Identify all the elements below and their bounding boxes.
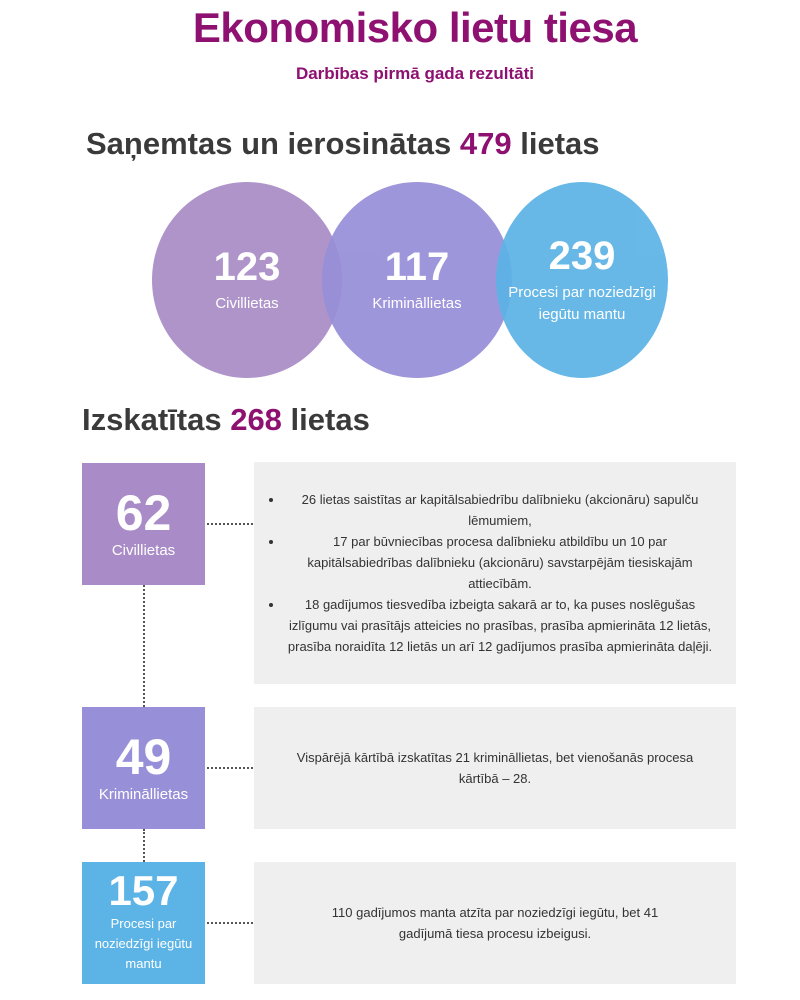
connector-vertical-1: [143, 585, 145, 707]
reviewed-property-label: Procesi par noziedzīgi iegūtu mantu: [94, 916, 193, 971]
reviewed-heading-suffix: lietas: [281, 402, 370, 437]
circle-criminal-label: Krimināllietas: [372, 295, 462, 312]
received-heading: [86, 126, 600, 162]
received-heading-prefix: Saņemtas un ierosinātas: [86, 126, 460, 161]
circle-property-label: Procesi par noziedzīgi iegūtu mantu: [508, 284, 656, 323]
reviewed-criminal-label: Krimināllietas: [98, 786, 189, 803]
criminal-details-panel: [254, 707, 736, 829]
civil-detail-item: • 17 par būvniecības procesa dalībnieku atbildību un 10 par kapitālsabiedrības dalībnieku (akcionāru) savstarpējām tiesiskajām attiecībām.: [284, 531, 716, 594]
connector-vertical-2: [143, 829, 145, 862]
reviewed-civil-value: 62: [115, 485, 172, 541]
circle-property-cases: [496, 182, 668, 378]
reviewed-civil-box: [82, 463, 205, 585]
civil-details-list: [260, 489, 716, 657]
reviewed-heading: [82, 402, 370, 438]
reviewed-property-box: [82, 862, 205, 984]
received-heading-suffix: lietas: [511, 126, 600, 161]
civil-detail-item: • 18 gadījumos tiesvedība izbeigta sakarā ar to, ka puses noslēgušas izlīgumu vai prasītājs atteicies no prasības, prasība apmierināta 12 lietās, prasība noraidīta 12 lietās un arī 12 gadījumos prasība apmierināta daļēji.: [284, 594, 716, 657]
property-details-text: 110 gadījumos manta atzīta par noziedzīgi iegūtu, bet 41 gadījumā tiesa procesu izbeigusi.: [331, 905, 659, 941]
civil-details-panel: [254, 462, 736, 684]
reviewed-criminal-box: [82, 707, 205, 829]
page-subtitle: Darbības pirmā gada rezultāti: [295, 64, 535, 83]
civil-detail-item: • 26 lietas saistītas ar kapitālsabiedrību dalībnieku (akcionāru) sapulču lēmumiem,: [284, 489, 716, 531]
page-title: Ekonomisko lietu tiesa: [192, 4, 638, 51]
reviewed-heading-prefix: Izskatītas: [82, 402, 231, 437]
circle-civil-label: Civillietas: [215, 295, 279, 312]
criminal-details-text: Vispārējā kārtībā izskatītas 21 krimināllietas, bet vienošanās procesa kārtībā – 28.: [296, 750, 694, 786]
property-details-panel: [254, 862, 736, 984]
circle-criminal-cases: [322, 182, 512, 378]
received-total: 479: [459, 126, 512, 161]
circle-property-value: 239: [548, 234, 616, 278]
circle-civil-value: 123: [213, 245, 281, 289]
connector-horizontal-criminal: [207, 767, 253, 769]
connector-horizontal-property: [207, 922, 253, 924]
circle-criminal-value: 117: [384, 245, 450, 289]
circle-civil-cases: [152, 182, 342, 378]
reviewed-total: 268: [230, 402, 282, 437]
reviewed-civil-label: Civillietas: [111, 542, 176, 559]
connector-horizontal-civil: [207, 523, 253, 525]
reviewed-criminal-value: 49: [115, 729, 172, 785]
reviewed-property-value: 157: [108, 867, 179, 914]
